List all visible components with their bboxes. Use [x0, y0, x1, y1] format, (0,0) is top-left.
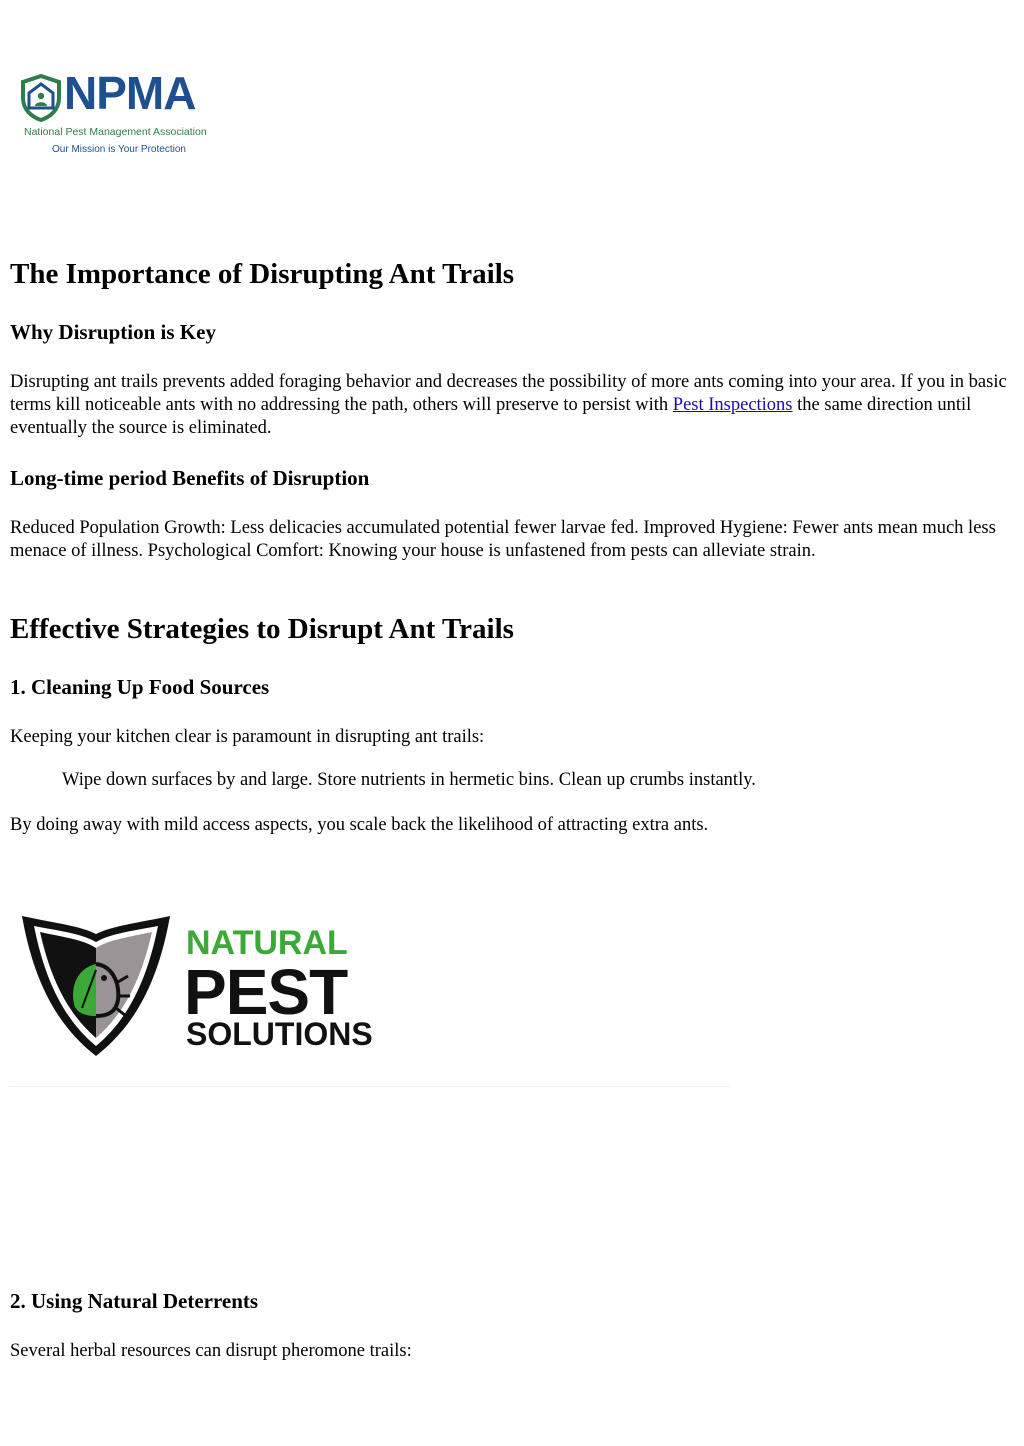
image-bottom-edge: [10, 1086, 730, 1087]
paragraph-benefits: Reduced Population Growth: Less delicacies accumulated potential fewer larvae fed. Improved Hygiene: Fewer ants mean much less menace of illness. Psychological Comfort: Knowing your house is unfastened from pests can alleviate strain.: [10, 518, 996, 561]
npma-tagline: Our Mission is Your Protection: [52, 144, 186, 155]
npma-logo: [20, 67, 235, 164]
pest-inspections-link[interactable]: Pest Inspections: [672, 395, 793, 415]
npma-org-name: National Pest Management Association: [24, 126, 207, 138]
paragraph-kitchen-intro: Keeping your kitchen clear is paramount in disrupting ant trails:: [10, 727, 485, 747]
paragraph-text-before-link: Disrupting ant trails prevents added foraging behavior and decreases the possibility of more ants coming into your area. If you in basic terms kill noticeable ants with no addressing the path, others will preserve to persist with: [10, 372, 1007, 415]
heading-why-disruption: Why Disruption is Key: [10, 320, 216, 344]
bug-leaf-shield-icon: [20, 912, 172, 1058]
nps-word-pest: PEST: [184, 956, 348, 1028]
paragraph-kitchen-outro: By doing away with mild access aspects, you scale back the likelihood of attracting extra ants.: [10, 815, 709, 835]
heading-long-term-benefits: Long-time period Benefits of Disruption: [10, 466, 370, 490]
paragraph-text-after-link: the same direction until eventually the source is eliminated.: [10, 395, 972, 438]
heading-importance: The Importance of Disrupting Ant Trails: [10, 258, 515, 290]
nps-word-natural: NATURAL: [186, 924, 348, 962]
list-cleaning-tips: Wipe down surfaces by and large. Store nutrients in hermetic bins. Clean up crumbs instantly.: [62, 770, 756, 790]
natural-pest-solutions-logo: [20, 912, 380, 1062]
heading-effective-strategies: Effective Strategies to Disrupt Ant Trails: [10, 613, 514, 645]
heading-cleaning-food: 1. Cleaning Up Food Sources: [10, 675, 270, 699]
nps-word-solutions: SOLUTIONS: [186, 1016, 373, 1052]
paragraph-why-disruption: [10, 371, 1010, 440]
heading-natural-deterrents: 2. Using Natural Deterrents: [10, 1289, 259, 1313]
npma-wordmark: NPMA: [64, 67, 196, 119]
house-shield-icon: [20, 74, 62, 122]
paragraph-deterrents-intro: Several herbal resources can disrupt pheromone trails:: [10, 1341, 412, 1361]
